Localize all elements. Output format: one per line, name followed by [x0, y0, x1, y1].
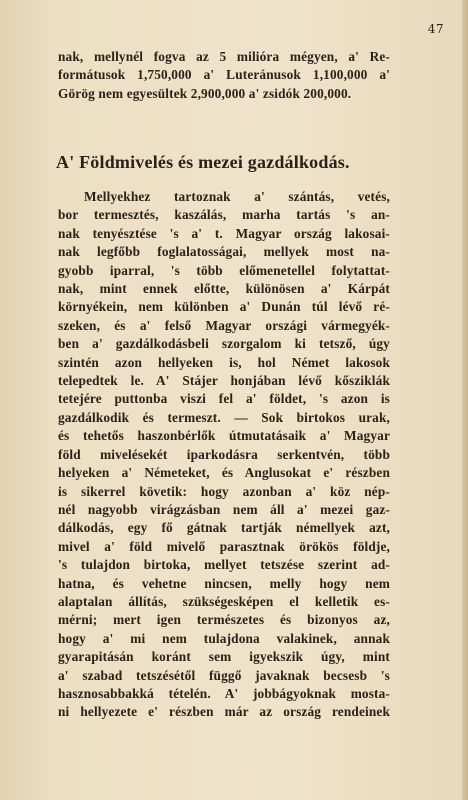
text-line: tetejére puttonba viszi fel a' földet, 's azon is: [58, 391, 390, 407]
intro-paragraph: [58, 48, 390, 103]
text-line: gazdálkodik és termeszt. — Sok birtokos urak,: [58, 409, 390, 425]
text-line: hasznosabbakká tételén. A' jobbágyoknak mosta-: [58, 685, 390, 701]
page-number: 47: [427, 22, 444, 36]
text-line: nak legfőbb foglalatosságai, mellyek most na-: [58, 244, 390, 260]
text-line: és tehetős haszonbérlők útmutatásaik a' Magyar: [58, 428, 390, 444]
text-line: ben a' gazdálkodásbeli szorgalom ki tetsző, úgy: [58, 336, 390, 352]
text-line: alaptalan állítás, szükségesképen el kelletik es-: [58, 593, 390, 609]
text-line: telepedtek le. A' Stájer honjában lévő kősziklák: [58, 373, 390, 389]
text-line: Mellyekhez tartoznak a' szántás, vetés,: [84, 189, 390, 204]
text-line: mivel a' föld mivelő parasztnak örökös földje,: [58, 538, 390, 554]
section-heading: A' Földmivelés és mezei gazdálkodás.: [56, 152, 350, 172]
text-line: környékein, nem különben a' Dunán túl lévő ré-: [58, 299, 390, 315]
text-line: a' szabad tetszésétől függő javaknak becsesb 's: [58, 667, 390, 683]
text-line: mérni; mert igen természetes és bizonyos az,: [58, 612, 390, 628]
text-line: formátusok 1,750,000 a' Luteránusok 1,100,000 a': [58, 67, 390, 83]
text-line: nak, mint ennek előtte, különösen a' Kárpát: [58, 281, 390, 297]
text-line: 's tulajdon birtoka, mellyet tetszése szerint ad-: [58, 557, 390, 573]
text-line: nak, mellynél fogva az 5 milióra mégyen, a' Re-: [58, 49, 390, 64]
text-line: szeken, és a' felső Magyar országi vármegyék-: [58, 317, 390, 333]
text-line: bor termesztés, kaszálás, marha tartás 's an-: [58, 207, 390, 223]
page-edge: [462, 0, 468, 800]
text-line: nak tenyésztése 's a' t. Magyar ország lakosai-: [58, 225, 390, 241]
text-line: dálkodás, egy fő gátnak tartják némellyek azt,: [58, 520, 390, 536]
text-line: nél nagyobb virágzásban nem áll a' mezei gaz-: [58, 501, 390, 517]
body-paragraph: [58, 188, 390, 722]
text-line: szintén azon hellyeken is, hol Német lakosok: [58, 354, 390, 370]
text-line: hatna, és vehetne nincsen, melly hogy nem: [58, 575, 390, 591]
text-line: ni hellyezete e' részben már az ország rendeinek: [58, 704, 390, 720]
text-line: gyobb iparral, 's több előmenetellel folytattat-: [58, 262, 390, 278]
text-line: föld mivelésekét iparkodásra serkentvén, több: [58, 446, 390, 462]
text-line: Görög nem egyesültek 2,900,000 a' zsidók 200,000.: [58, 85, 352, 101]
text-line: hogy a' mi nem tulajdona valakinek, annak: [58, 630, 390, 646]
text-line: helyeken a' Németeket, és Anglusokat e' részben: [58, 465, 390, 481]
text-line: gyarapitásán koránt sem igyekszik úgy, mint: [58, 649, 390, 665]
text-line: is sikerrel követik: hogy azonban a' köz nép-: [58, 483, 390, 499]
